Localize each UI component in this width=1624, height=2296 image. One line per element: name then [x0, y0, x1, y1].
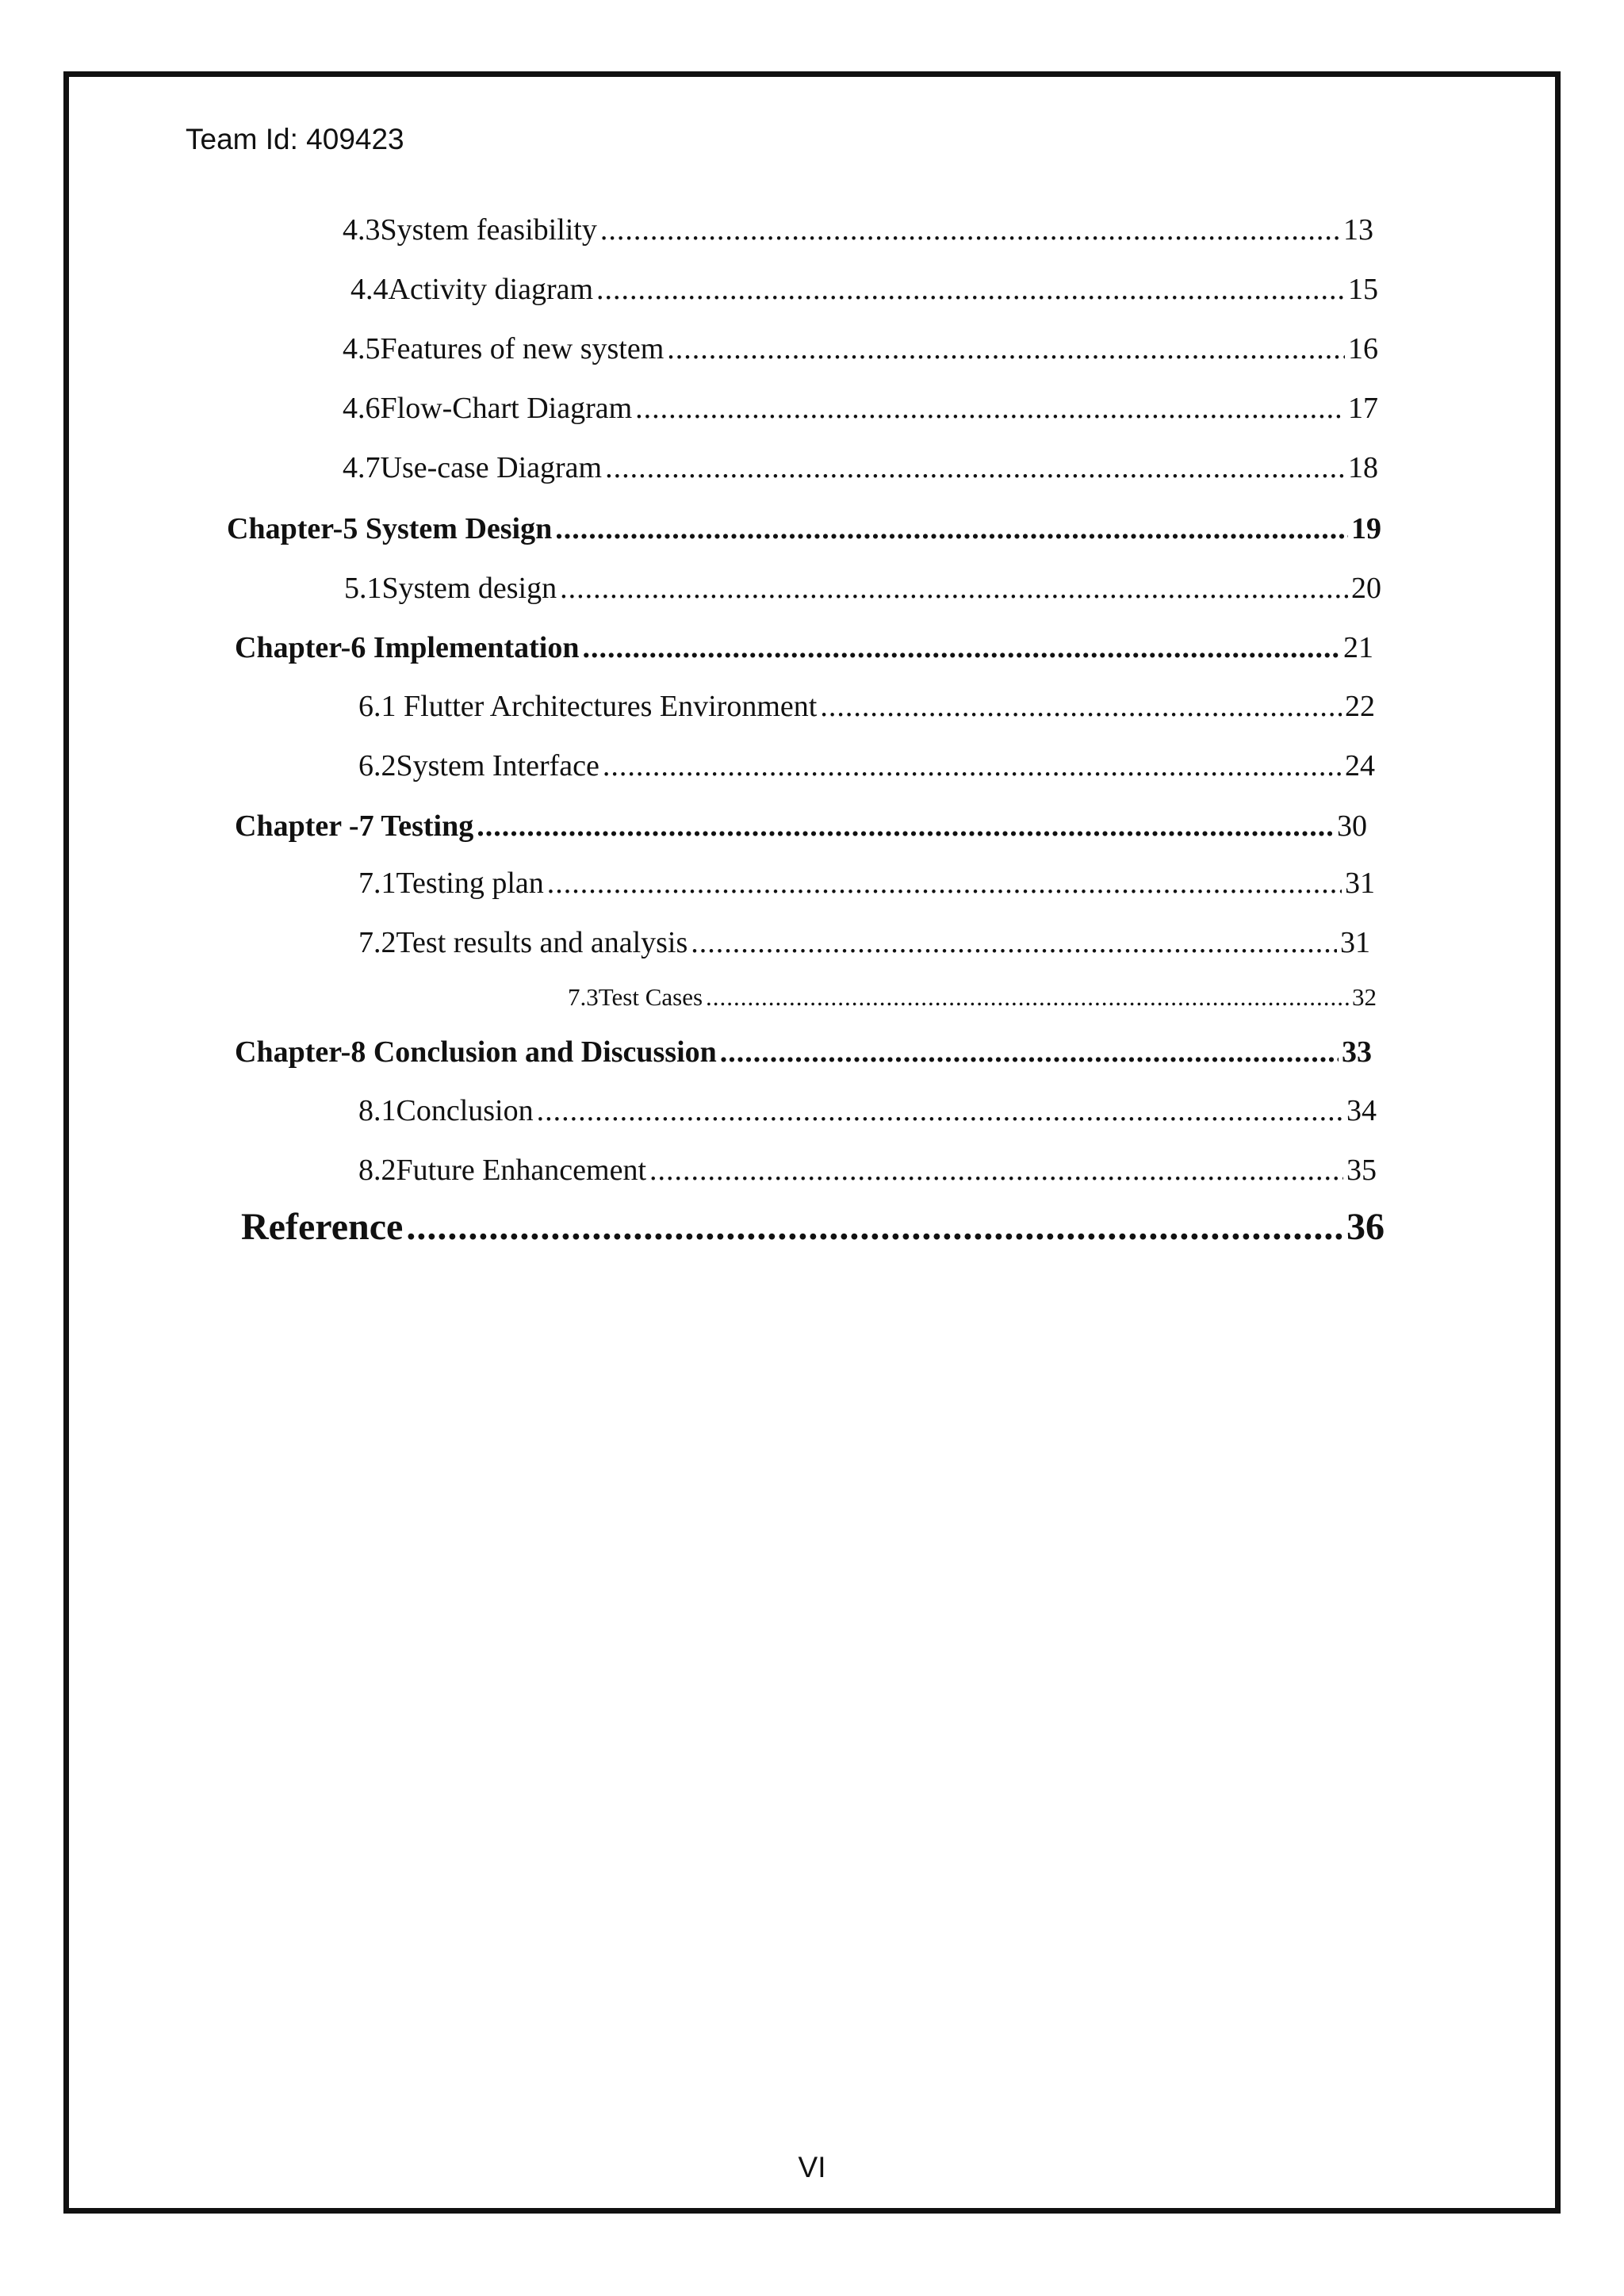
toc-entry-page: 32 [1352, 983, 1377, 1011]
toc-entry-4-3[interactable] [343, 212, 1373, 247]
toc-entry-label: Chapter-8 Conclusion and Discussion [235, 1035, 717, 1069]
toc-entry-label: Reference [241, 1206, 404, 1248]
toc-leader-dots [635, 391, 1345, 426]
toc-entry-page: 15 [1348, 273, 1378, 306]
toc-entry-label: 8.2Future Enhancement [358, 1154, 647, 1187]
toc-leader-dots [605, 450, 1345, 485]
toc-entry-label: 5.1System design [344, 572, 557, 605]
team-id-header: Team Id: 409423 [186, 123, 404, 155]
toc-entry-7-1[interactable] [358, 866, 1375, 901]
toc-entry-page: 24 [1345, 749, 1375, 783]
toc-entry-label: Chapter -7 Testing [235, 809, 474, 843]
toc-entry-chapter-7[interactable] [235, 809, 1367, 844]
toc-entry-8-1[interactable] [358, 1093, 1377, 1128]
toc-entry-page: 20 [1351, 572, 1381, 605]
toc-leader-dots [406, 1205, 1343, 1249]
toc-leader-dots [560, 571, 1348, 606]
toc-entry-chapter-6[interactable] [235, 630, 1373, 665]
toc-entry-page: 36 [1346, 1206, 1385, 1248]
toc-entry-page: 18 [1348, 451, 1378, 484]
toc-entry-label: 4.5Features of new system [343, 332, 665, 365]
toc-entry-label: 7.2Test results and analysis [358, 926, 688, 959]
toc-entry-6-1[interactable] [358, 689, 1375, 724]
toc-entry-reference[interactable] [241, 1205, 1385, 1249]
toc-entry-4-6[interactable] [343, 391, 1378, 426]
toc-leader-dots [720, 1035, 1339, 1070]
toc-entry-4-5[interactable] [343, 331, 1378, 366]
toc-entry-label: 4.4Activity diagram [350, 273, 594, 306]
toc-entry-label: 4.3System feasibility [343, 213, 597, 247]
toc-entry-label: 4.6Flow-Chart Diagram [343, 392, 633, 425]
toc-leader-dots [596, 272, 1345, 307]
toc-leader-dots [820, 689, 1342, 724]
toc-leader-dots [583, 630, 1341, 665]
toc-entry-page: 31 [1345, 867, 1375, 900]
toc-leader-dots [477, 809, 1334, 844]
toc-leader-dots [649, 1153, 1343, 1188]
toc-entry-page: 21 [1343, 631, 1373, 664]
toc-entry-chapter-8[interactable] [235, 1035, 1372, 1070]
toc-leader-dots [603, 748, 1342, 783]
toc-entry-page: 35 [1346, 1154, 1377, 1187]
toc-entry-page: 33 [1342, 1035, 1372, 1069]
toc-entry-label: 6.2System Interface [358, 749, 599, 783]
toc-entry-page: 19 [1351, 512, 1381, 545]
toc-entry-page: 17 [1348, 392, 1378, 425]
toc-entry-4-4[interactable] [350, 272, 1378, 307]
toc-entry-label: 4.7Use-case Diagram [343, 451, 603, 484]
toc-entry-5-1[interactable] [344, 571, 1381, 606]
toc-entry-6-2[interactable] [358, 748, 1375, 783]
toc-entry-page: 13 [1343, 213, 1373, 247]
toc-entry-label: 7.1Testing plan [358, 867, 544, 900]
toc-entry-page: 16 [1348, 332, 1378, 365]
toc-leader-dots [537, 1093, 1343, 1128]
toc-entry-label: 6.1 Flutter Architectures Environment [358, 690, 818, 723]
toc-entry-label: 8.1Conclusion [358, 1094, 534, 1127]
toc-entry-label: Chapter-6 Implementation [235, 631, 580, 664]
toc-entry-page: 31 [1340, 926, 1370, 959]
toc-leader-dots [555, 511, 1348, 546]
toc-entry-4-7[interactable] [343, 450, 1378, 485]
toc-entry-page: 30 [1337, 809, 1367, 843]
toc-entry-chapter-5[interactable] [227, 511, 1381, 546]
toc-entry-8-2[interactable] [358, 1153, 1377, 1188]
toc-leader-dots [691, 925, 1337, 960]
toc-entry-label: Chapter-5 System Design [227, 512, 553, 545]
toc-entry-7-3[interactable] [568, 983, 1377, 1012]
toc-entry-label: 7.3Test Cases [568, 983, 703, 1011]
toc-leader-dots [547, 866, 1342, 901]
toc-entry-page: 34 [1346, 1094, 1377, 1127]
toc-leader-dots [706, 983, 1349, 1012]
toc-leader-dots [667, 331, 1345, 366]
page-number: VI [798, 2151, 826, 2183]
toc-entry-page: 22 [1345, 690, 1375, 723]
toc-leader-dots [600, 212, 1340, 247]
toc-entry-7-2[interactable] [358, 925, 1370, 960]
